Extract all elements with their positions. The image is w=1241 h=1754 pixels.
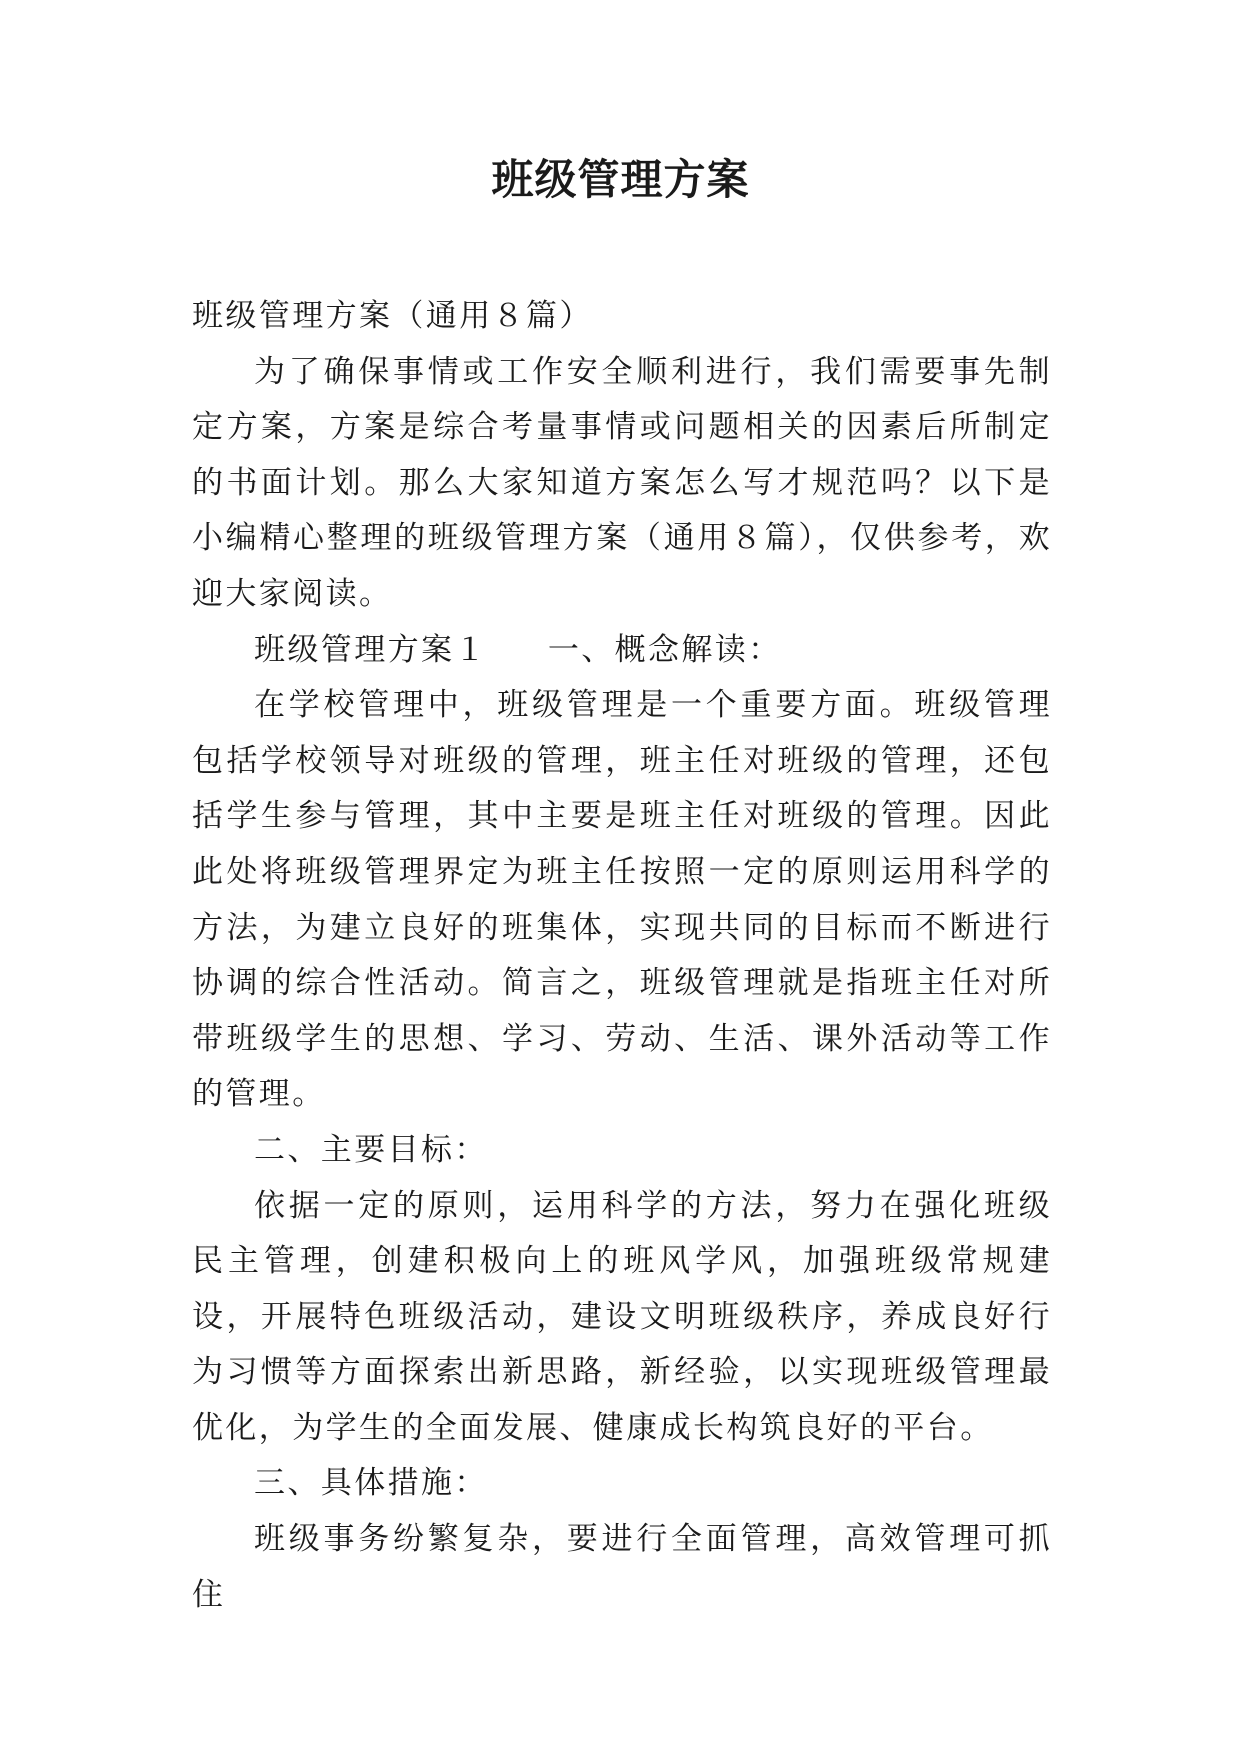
measures-paragraph: 班级事务纷繁复杂，要进行全面管理，高效管理可抓住 xyxy=(192,1521,1052,1613)
intro-paragraph: 为了确保事情或工作安全顺利进行，我们需要事先制定方案，方案是综合考量事情或问题相关的因素后所制定的书面计划。那么大家知道方案怎么写才规范吗？以下是小编精心整理的班级管理方案（通用８篇），仅供参考，欢迎大家阅读。 xyxy=(192,353,1052,612)
document-body xyxy=(192,289,1052,1623)
heading-measures: 三、具体措施： xyxy=(254,1465,488,1502)
concept-paragraph: 在学校管理中，班级管理是一个重要方面。班级管理包括学校领导对班级的管理，班主任对班级的管理，还包括学生参与管理，其中主要是班主任对班级的管理。因此此处将班级管理界定为班主任按照一定的原则运用科学的方法，为建立良好的班集体，实现共同的目标而不断进行协调的综合性活动。简言之，班级管理就是指班主任对所带班级学生的思想、学习、劳动、生活、课外活动等工作的管理。 xyxy=(192,687,1052,1113)
section-1-header xyxy=(192,623,1052,679)
document-subtitle: 班级管理方案（通用８篇） xyxy=(192,298,593,334)
heading-goals: 二、主要目标： xyxy=(254,1131,488,1168)
goals-paragraph: 依据一定的原则，运用科学的方法，努力在强化班级民主管理，创建积极向上的班风学风，加强班级常规建设，开展特色班级活动，建设文明班级秩序，养成良好行为习惯等方面探索出新思路，新经验，以实现班级管理最优化，为学生的全面发展、健康成长构筑良好的平台。 xyxy=(192,1187,1052,1446)
document-title: 班级管理方案 xyxy=(491,155,750,204)
section-1-label: 班级管理方案１ xyxy=(254,631,488,668)
heading-concept: 一、概念解读： xyxy=(547,631,782,668)
